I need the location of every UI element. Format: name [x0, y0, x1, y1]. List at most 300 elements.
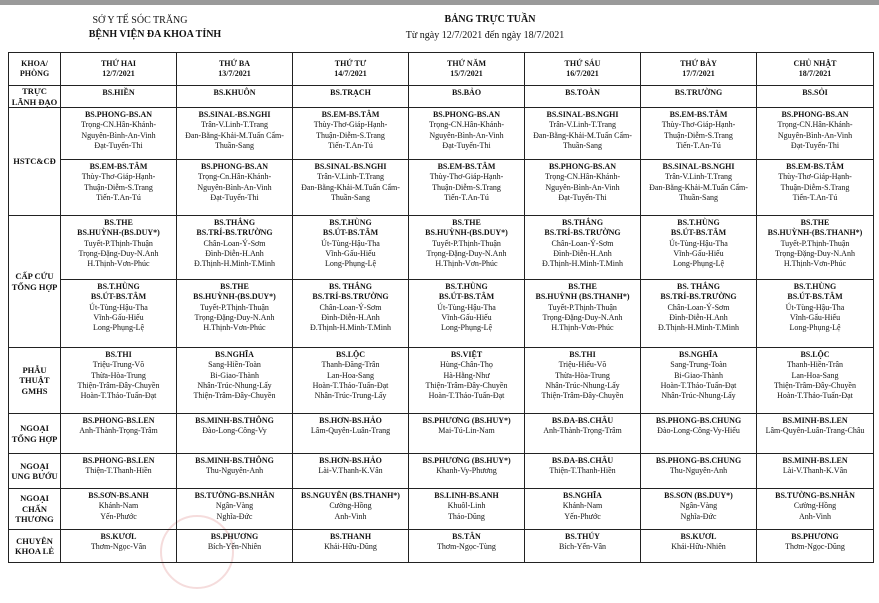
- staff-line: Hoàn-T.Thảo-Tuấn-Đạt: [312, 380, 389, 390]
- staff-line: Tiến-T.An-Tú: [676, 140, 721, 150]
- doctor-line: BS.MINH-BS.LEN: [782, 416, 848, 425]
- day-date: 13/7/2021: [218, 69, 251, 78]
- department-label: [9, 86, 61, 108]
- staff-line: Nguyên-Bình-An-Vinh: [777, 130, 853, 140]
- day-date: 14/7/2021: [334, 69, 367, 78]
- department-label: [9, 414, 61, 454]
- staff-line: Vĩnh-Gấu-Hiếu: [441, 312, 492, 322]
- doctor-line: BS.PHƯƠNG (BS.HUY*): [422, 416, 511, 425]
- day-header: [61, 53, 177, 86]
- staff-line: Lâm-Quyên-Luân-Trang-Châu: [765, 426, 865, 436]
- department-label-line: THƯƠNG: [15, 514, 54, 525]
- schedule-cell: [525, 489, 641, 530]
- doctor-line: BS.MINH-BS.THÔNG: [195, 416, 274, 425]
- schedule-cell: [525, 454, 641, 489]
- department-label: [9, 108, 61, 216]
- doctor-line: BS.KHUÔN: [213, 88, 256, 97]
- schedule-cell: [293, 348, 409, 414]
- doctor-line: BS.T.HÙNG: [445, 282, 488, 291]
- schedule-cell: [409, 216, 525, 280]
- department-label-line: TỔNG HỢP: [11, 433, 58, 444]
- staff-line: Đ.Thịnh-H.Minh-T.Minh: [194, 259, 275, 269]
- staff-line: Trọng-CN.Hân-Khánh-: [777, 120, 853, 130]
- day-date: 15/7/2021: [450, 69, 483, 78]
- department-label: [9, 216, 61, 348]
- staff-line: Long-Phụng-Lệ: [440, 323, 493, 333]
- staff-line: Đình-Diễn-H.Anh: [669, 312, 728, 322]
- staff-line: Sang-Trung-Toàn: [670, 360, 727, 370]
- staff-line: Đình-Diễn-H.Anh: [205, 248, 264, 258]
- staff-line: Nhân-Trúc-Nhung-Lấy: [197, 380, 272, 390]
- staff-line: Vĩnh-Gấu-Hiếu: [673, 248, 724, 258]
- staff-line: Thiện-T.Thanh-Hiền: [85, 466, 152, 476]
- doctor-line: BS.SINAL-BS.NGHI: [662, 162, 735, 171]
- schedule-cell: [641, 160, 757, 216]
- doctor-line: BS.EM-BS.TÂM: [89, 162, 148, 171]
- day-date: 18/7/2021: [798, 69, 832, 78]
- staff-line: Chân-Loan-Ý-Sơm: [203, 238, 266, 248]
- doctor-line: BS.TRÍ-BS.TRƯỜNG: [660, 292, 737, 302]
- day-header: [293, 53, 409, 86]
- staff-line: Chân-Loan-Ý-Sơm: [319, 302, 382, 312]
- doctor-line: BS.THE: [104, 218, 133, 227]
- schedule-cell: [409, 280, 525, 348]
- staff-line: Thuận-Diễm-S.Trang: [664, 130, 733, 140]
- doctor-line: BS.TOÀN: [565, 88, 600, 97]
- department-label: [9, 530, 61, 563]
- schedule-cell: [409, 454, 525, 489]
- doctor-line: BS.PHƯƠNG (BS.HUY*): [422, 456, 511, 465]
- doctor-line: BS.SINAL-BS.NGHI: [546, 110, 619, 119]
- staff-line: Vĩnh-Gấu-Hiếu: [93, 312, 144, 322]
- doctor-line: BS.LỘC: [800, 350, 830, 359]
- staff-line: Nghĩa-Đức: [680, 511, 717, 521]
- staff-line: Khanh-Vy-Phương: [436, 466, 497, 476]
- schedule-cell: [293, 216, 409, 280]
- schedule-cell: [293, 489, 409, 530]
- staff-line: Bi-Giao-Thành: [210, 370, 259, 380]
- schedule-cell: [61, 454, 177, 489]
- doctor-line: BS.SỎI: [802, 88, 828, 97]
- staff-line: Đ.Thịnh-H.Minh-T.Minh: [542, 259, 623, 269]
- staff-line: H.Thịnh-Vơn-Phúc: [87, 259, 150, 269]
- staff-line: Bi-Giao-Thành: [674, 370, 723, 380]
- doctor-line: BS.PHƯƠNG: [791, 532, 839, 541]
- doctor-line: BS.ÚT-BS.TÂM: [438, 292, 495, 302]
- doctor-line: BS. THẮNG: [677, 282, 720, 291]
- schedule-cell: [641, 454, 757, 489]
- staff-line: Khánh-Nam: [562, 501, 603, 511]
- schedule-cell: [641, 530, 757, 563]
- staff-line: Trọng-CN.Hân-Khánh-: [544, 172, 621, 182]
- top-edge-bar: [0, 0, 879, 5]
- doctor-line: BS.HIỀN: [102, 88, 135, 97]
- department-label-line: UNG BƯỚU: [11, 471, 58, 481]
- staff-line: Đan-Bằng-Khải-M.Tuấn Cẩm-: [649, 182, 748, 192]
- staff-line: Long-Phụng-Lệ: [672, 259, 725, 269]
- staff-line: Nghĩa-Đức: [216, 511, 253, 521]
- schedule-cell: [525, 280, 641, 348]
- staff-line: Cường-Hồng: [329, 501, 372, 511]
- staff-line: Hoàn-T.Thảo-Tuấn-Đạt: [777, 391, 853, 401]
- schedule-cell: [293, 160, 409, 216]
- day-header: [641, 53, 757, 86]
- staff-line: Đan-Bằng-Khải-M.Tuấn Cẩm-: [533, 130, 632, 140]
- staff-line: Nguyên-Bình-An-Vinh: [545, 182, 620, 192]
- doctor-line: BS.LINH-BS.ANH: [434, 491, 499, 500]
- doctor-line: BS.EM-BS.TÂM: [437, 162, 496, 171]
- doctor-line: BS.HUỲNH-(BS.DUY*): [193, 292, 276, 302]
- day-name: CHỦ NHẬT: [793, 58, 837, 68]
- department-label-line: NGOẠI: [20, 493, 49, 504]
- schedule-cell: [177, 454, 293, 489]
- staff-line: Đ.Thịnh-H.Minh-T.Minh: [310, 323, 391, 333]
- staff-line: Đình-Diễn-H.Anh: [321, 312, 380, 322]
- staff-line: Lài-V.Thanh-K.Vân: [782, 466, 848, 476]
- table-row: [9, 160, 874, 216]
- doctor-line: BS. THẮNG: [329, 282, 372, 291]
- staff-line: Thiện-Trâm-Đây-Chuyền: [774, 380, 856, 390]
- staff-line: Lài-V.Thanh-K.Vân: [318, 466, 383, 476]
- table-row: [9, 454, 874, 489]
- corner-header: [9, 53, 61, 86]
- staff-line: Chân-Loan-Ý-Sơm: [551, 238, 614, 248]
- schedule-cell: [641, 348, 757, 414]
- doctor-line: BS.HUỲNH-(BS.THANH*): [767, 228, 863, 238]
- department-label-line: CHUYÊN: [16, 535, 53, 546]
- department-label-line: HSTC&CĐ: [13, 156, 56, 167]
- staff-line: Nhân-Trúc-Nhung-Lấy: [545, 380, 620, 390]
- doctor-line: BS.EM-BS.TÂM: [786, 162, 844, 171]
- day-date: 16/7/2021: [566, 69, 599, 78]
- staff-line: Nguyên-Bình-An-Vinh: [197, 182, 272, 192]
- doctor-line: BS.PHONG-BS.AN: [84, 110, 153, 119]
- staff-line: Thuần-Sang: [214, 140, 255, 150]
- staff-line: H.Thịnh-Vơn-Phúc: [551, 323, 614, 333]
- staff-line: Tuyết-P.Thịnh-Thuận: [84, 238, 153, 248]
- schedule-cell: [409, 86, 525, 108]
- doctor-line: BS.PHONG-BS.LEN: [82, 416, 155, 425]
- schedule-cell: [61, 414, 177, 454]
- schedule-cell: [61, 108, 177, 160]
- schedule-cell: [409, 489, 525, 530]
- doctor-line: BS.KƯƠL: [100, 532, 137, 541]
- schedule-cell: [757, 160, 874, 216]
- doctor-line: BS.NGHĨA: [679, 350, 718, 359]
- doctor-line: BS.PHONG-BS.LEN: [82, 456, 155, 465]
- schedule-cell: [409, 414, 525, 454]
- doctor-line: BS.T.HÙNG: [793, 282, 837, 291]
- staff-line: Thừa-Hòa-Trung: [91, 370, 146, 380]
- staff-line: H.Thịnh-Vơn-Phúc: [783, 259, 847, 269]
- staff-line: Thơm-Ngọc-Tùng: [437, 542, 496, 552]
- schedule-cell: [177, 530, 293, 563]
- doctor-line: BS.PHONG-BS.AN: [200, 162, 269, 171]
- doctor-line: BS.ÚT-BS.TÂM: [322, 228, 379, 238]
- staff-line: Anh-Thành-Trọng-Trâm: [543, 426, 622, 436]
- schedule-cell: [409, 530, 525, 563]
- staff-line: Trọng-Đặng-Duy-N.Anh: [426, 248, 507, 258]
- schedule-cell: [757, 454, 874, 489]
- staff-line: Khánh-Nam: [98, 501, 139, 511]
- schedule-cell: [525, 108, 641, 160]
- schedule-cell: [61, 216, 177, 280]
- schedule-cell: [525, 86, 641, 108]
- staff-line: Thiện-Trâm-Đây-Chuyền: [77, 380, 160, 390]
- schedule-cell: [61, 280, 177, 348]
- staff-line: Long-Phụng-Lệ: [92, 323, 145, 333]
- day-date: 17/7/2021: [682, 69, 715, 78]
- doctor-line: BS.ÚT-BS.TÂM: [787, 292, 843, 302]
- schedule-cell: [525, 530, 641, 563]
- department-label-line: CHẤN: [21, 503, 48, 514]
- staff-line: Hoàn-T.Thảo-Tuấn-Đạt: [80, 391, 157, 401]
- staff-line: Yến-Phước: [564, 511, 601, 521]
- corner-line: PHÒNG: [19, 69, 50, 78]
- doctor-line: BS.HUỲNH (BS.THANH*): [535, 292, 630, 302]
- staff-line: Thuận-Diễm-S.Trang: [780, 182, 850, 192]
- doctor-line: BS.THI: [569, 350, 596, 359]
- doctor-line: BS.PHONG-BS.CHUNG: [655, 416, 742, 425]
- doctor-line: BS.EM-BS.TÂM: [669, 110, 728, 119]
- doctor-line: BS.KƯƠL: [680, 532, 717, 541]
- staff-line: Đạt-Tuyến-Thi: [210, 192, 259, 202]
- staff-line: Thuận-Diễm-S.Trang: [84, 182, 153, 192]
- doctor-line: BS.TRƯỜNG: [674, 88, 723, 97]
- schedule-cell: [293, 86, 409, 108]
- staff-line: Sang-Hiền-Toàn: [208, 360, 261, 370]
- schedule-cell: [641, 216, 757, 280]
- schedule-cell: [293, 454, 409, 489]
- table-body: [9, 86, 874, 563]
- staff-line: Hà-Hằng-Như: [443, 370, 490, 380]
- doctor-line: BS.NGHĨA: [563, 491, 602, 500]
- staff-line: Tiến-T.An-Tú: [328, 140, 373, 150]
- table-row: [9, 489, 874, 530]
- day-header: [177, 53, 293, 86]
- staff-line: Chân-Loan-Ý-Sơm: [667, 302, 730, 312]
- staff-line: Anh-Thành-Trọng-Trâm: [79, 426, 158, 436]
- staff-line: Út-Tùng-Hậu-Tha: [669, 238, 728, 248]
- staff-line: Đình-Diễn-H.Anh: [553, 248, 612, 258]
- doctor-line: BS.ÚT-BS.TÂM: [90, 292, 147, 302]
- doctor-line: BS.ĐA-BS.CHÂU: [551, 456, 614, 465]
- schedule-cell: [293, 280, 409, 348]
- doctor-line: BS.TRÍ-BS.TRƯỜNG: [312, 292, 389, 302]
- staff-line: Thơm-Ngọc-Vân: [90, 542, 147, 552]
- schedule-cell: [177, 489, 293, 530]
- doctor-line: BS.HƠN-BS.HẢO: [319, 416, 382, 425]
- staff-line: Hùng-Chân-Thọ: [440, 360, 493, 370]
- staff-line: Lâm-Quyên-Luân-Trang: [310, 426, 391, 436]
- day-header: [757, 53, 874, 86]
- doctor-line: BS.SƠN-BS.ANH: [88, 491, 149, 500]
- staff-line: Thiện-Trâm-Đây-Chuyền: [541, 391, 624, 401]
- staff-line: Đạt-Tuyến-Thi: [558, 192, 607, 202]
- schedule-cell: [757, 108, 874, 160]
- schedule-cell: [757, 348, 874, 414]
- staff-line: Thuần-Sang: [330, 192, 371, 202]
- schedule-cell: [293, 414, 409, 454]
- staff-line: Út-Tùng-Hậu-Tha: [89, 302, 148, 312]
- staff-line: Hoàn-T.Thảo-Tuấn-Đạt: [428, 391, 505, 401]
- department-label-line: CẤP CỨU: [15, 271, 54, 281]
- staff-line: Tuyết-P.Thịnh-Thuận: [200, 302, 269, 312]
- staff-line: Đạt-Tuyến-Thi: [94, 140, 143, 150]
- staff-line: Trọng-CN.Hân-Khánh-: [80, 120, 157, 130]
- doctor-line: BS.LỘC: [335, 350, 366, 359]
- schedule-cell: [177, 216, 293, 280]
- staff-line: Vĩnh-Gấu-Hiếu: [789, 312, 841, 322]
- department-label: [9, 489, 61, 530]
- staff-line: Trân-V.Linh-T.Trang: [548, 120, 617, 130]
- staff-line: Thu-Nguyên-Anh: [669, 466, 728, 476]
- table-row: [9, 216, 874, 280]
- doctor-line: BS.PHƯƠNG: [210, 532, 259, 541]
- staff-line: Hoàn-T.Thảo-Tuấn-Đạt: [660, 380, 737, 390]
- staff-line: Thùy-Thơ-Giáp-Hạnh-: [661, 120, 736, 130]
- staff-line: Trân-V.Linh-T.Trang: [664, 172, 733, 182]
- day-header: [409, 53, 525, 86]
- staff-line: Yến-Phước: [100, 511, 137, 521]
- staff-line: Tiến-T.An-Tú: [792, 192, 838, 202]
- doctor-line: BS.THANH: [329, 532, 372, 541]
- doctor-line: BS.HUỲNH-(BS.DUY*): [77, 228, 160, 238]
- department-label-line: NGOẠI: [20, 460, 49, 471]
- staff-line: Thuận-Diễm-S.Trang: [316, 130, 385, 140]
- staff-line: Long-Phụng-Lệ: [324, 259, 377, 269]
- table-row: [9, 530, 874, 563]
- doctor-line: BS.PHONG-BS.CHUNG: [655, 456, 742, 465]
- department-label-line: TRỰC: [22, 86, 47, 96]
- doctor-line: BS.HUỲNH-(BS.DUY*): [425, 228, 508, 238]
- doctor-line: BS.SINAL-BS.NGHI: [198, 110, 271, 119]
- header-row: [9, 53, 874, 86]
- doctor-line: BS.ÚT-BS.TÂM: [670, 228, 727, 238]
- staff-line: Khuôl-Linh: [447, 501, 486, 511]
- hospital-name: BỆNH VIỆN ĐA KHOA TỈNH: [88, 29, 222, 40]
- schedule-cell: [641, 280, 757, 348]
- staff-line: Khải-Hữu-Dũng: [324, 542, 377, 552]
- doctor-line: BS.VIỆT: [450, 350, 483, 359]
- staff-line: Nguyên-Bình-An-Vinh: [429, 130, 504, 140]
- staff-line: Thiện-T.Thanh-Hiền: [549, 466, 616, 476]
- doctor-line: BS.TRẠCH: [330, 88, 371, 97]
- doctor-line: BS.MINH-BS.THÔNG: [195, 456, 274, 465]
- doctor-line: BS.THE: [452, 218, 481, 227]
- staff-line: Ngân-Vàng: [215, 501, 254, 511]
- schedule-cell: [177, 108, 293, 160]
- staff-line: Tuyết-P.Thịnh-Thuận: [780, 238, 850, 248]
- doctor-line: BS.TƯỜNG-BS.NHÂN: [194, 491, 275, 500]
- staff-line: Đào-Long-Công-Vy: [202, 426, 267, 436]
- schedule-cell: [641, 108, 757, 160]
- day-header: [525, 53, 641, 86]
- staff-line: Thơm-Ngọc-Dũng: [785, 542, 845, 552]
- staff-line: Lan-Hoa-Sang: [326, 370, 375, 380]
- staff-line: Thiện-Trâm-Đây-Chuyền: [193, 391, 276, 401]
- schedule-cell: [525, 160, 641, 216]
- day-name: THỨ BẢY: [680, 58, 717, 68]
- schedule-cell: [177, 160, 293, 216]
- staff-line: Thiện-Trâm-Đây-Chuyền: [425, 380, 508, 390]
- schedule-cell: [641, 489, 757, 530]
- duty-schedule-table: [8, 52, 874, 563]
- doctor-line: BS.PHONG-BS.AN: [432, 110, 501, 119]
- schedule-cell: [757, 216, 874, 280]
- schedule-cell: [61, 489, 177, 530]
- staff-line: Út-Tùng-Hậu-Tha: [785, 302, 845, 312]
- staff-line: Trọng-Đặng-Duy-N.Anh: [775, 248, 855, 258]
- staff-line: Tiến-T.An-Tú: [444, 192, 489, 202]
- staff-line: Bích-Yến-Vân: [558, 542, 607, 552]
- doctor-line: BS.NGUYÊN (BS.THANH*): [301, 491, 400, 500]
- staff-line: Thùy-Thơ-Giáp-Hạnh-: [313, 120, 388, 130]
- staff-line: Thuần-Sang: [562, 140, 603, 150]
- department-label-line: TỔNG HỢP: [11, 281, 58, 292]
- schedule-cell: [525, 216, 641, 280]
- staff-line: Đạt-Tuyến-Thi: [442, 140, 491, 150]
- table-row: [9, 108, 874, 160]
- doctor-line: BS.PHONG-BS.AN: [781, 110, 849, 119]
- staff-line: Trân-V.Linh-T.Trang: [316, 172, 385, 182]
- doctor-line: BS.SƠN (BS.DUY*): [664, 491, 733, 500]
- staff-line: Long-Phụng-Lệ: [789, 323, 841, 333]
- staff-line: Út-Tùng-Hậu-Tha: [437, 302, 496, 312]
- staff-line: Đ.Thịnh-H.Minh-T.Minh: [658, 323, 739, 333]
- doctor-line: BS.TRÍ-BS.TRƯỜNG: [196, 228, 273, 238]
- schedule-cell: [177, 280, 293, 348]
- doctor-line: BS.THI: [105, 350, 132, 359]
- schedule-cell: [61, 348, 177, 414]
- staff-line: Tuyết-P.Thịnh-Thuận: [548, 302, 617, 312]
- department-label: [9, 454, 61, 489]
- schedule-cell: [61, 530, 177, 563]
- doctor-line: BS.THE: [800, 218, 830, 227]
- doctor-line: BS.TÂN: [452, 532, 481, 541]
- department-label-line: LÃNH ĐẠO: [11, 96, 58, 107]
- staff-line: Tiến-T.An-Tú: [96, 192, 141, 202]
- department-name: SỞ Y TẾ SÓC TRĂNG: [92, 15, 188, 26]
- staff-line: Bích-Yến-Nhiên: [207, 542, 262, 552]
- staff-line: Thuần-Sang: [678, 192, 719, 202]
- doctor-line: BS.MINH-BS.LEN: [782, 456, 848, 465]
- schedule-cell: [757, 530, 874, 563]
- staff-line: Nhân-Trúc-Trung-Lấy: [314, 391, 387, 401]
- day-name: THỨ BA: [218, 58, 251, 68]
- table-row: [9, 86, 874, 108]
- doctor-line: BS.T.HÙNG: [97, 282, 140, 291]
- staff-line: Vĩnh-Gấu-Hiếu: [325, 248, 376, 258]
- schedule-cell: [757, 280, 874, 348]
- corner-line: KHOA/: [21, 58, 48, 68]
- staff-line: Mai-Tú-Lin-Nam: [438, 426, 495, 436]
- day-name: THỨ HAI: [100, 58, 137, 68]
- staff-line: Nhân-Trúc-Nhung-Lấy: [661, 391, 736, 401]
- schedule-cell: [293, 530, 409, 563]
- staff-line: Thanh-Đăng-Trân: [321, 360, 380, 370]
- staff-line: Tuyết-P.Thịnh-Thuận: [432, 238, 501, 248]
- doctor-line: BS.TƯỜNG-BS.NHÂN: [775, 491, 855, 500]
- staff-line: Cường-Hồng: [793, 501, 837, 511]
- staff-line: Đào-Long-Công-Vy-Hiếu: [657, 426, 740, 436]
- doctor-line: BS.TRÍ-BS.TRƯỜNG: [544, 228, 621, 238]
- staff-line: Đạt-Tuyến-Thi: [790, 140, 840, 150]
- schedule-cell: [409, 108, 525, 160]
- schedule-cell: [641, 86, 757, 108]
- staff-line: Nguyên-Bình-An-Vinh: [81, 130, 156, 140]
- schedule-cell: [177, 348, 293, 414]
